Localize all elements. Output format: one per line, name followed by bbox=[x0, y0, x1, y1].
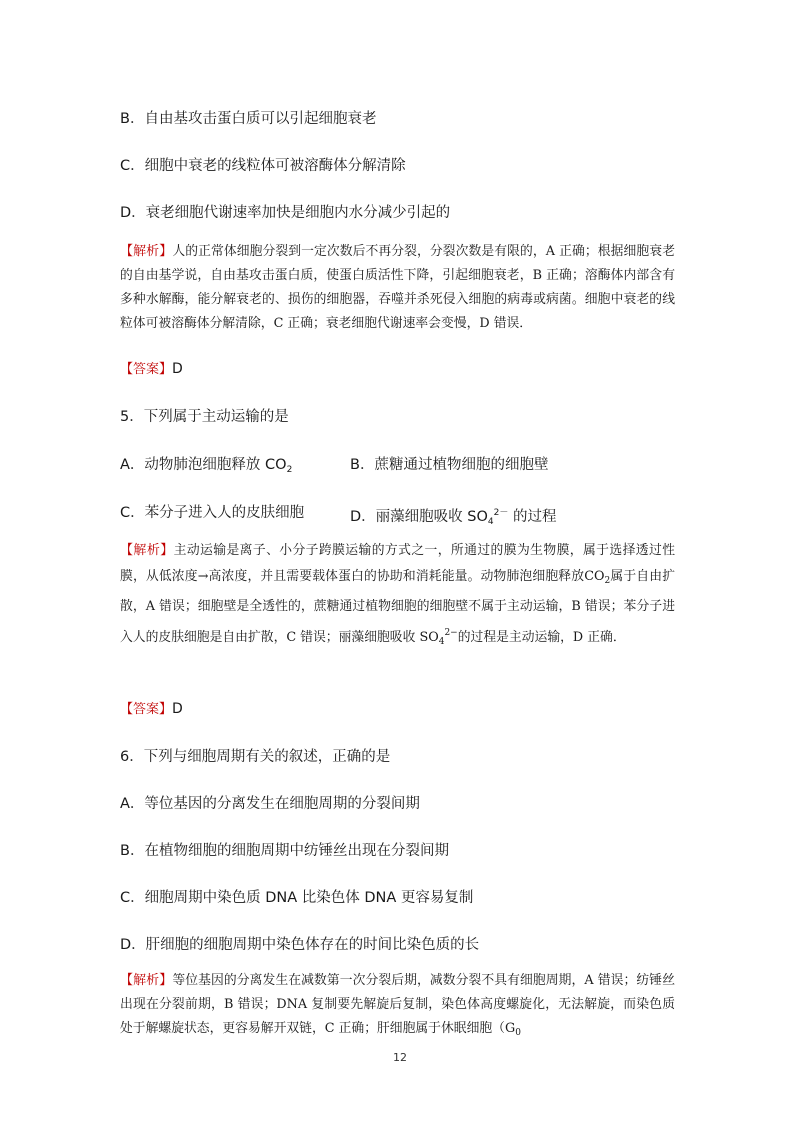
superscript: 2− bbox=[444, 628, 458, 638]
q4-analysis bbox=[120, 240, 675, 336]
q5-option-d bbox=[350, 503, 556, 532]
q6-option-c: C．细胞周期中染色质 DNA 比染色体 DNA 更容易复制 bbox=[120, 890, 474, 906]
analysis-tag: 【解析】 bbox=[120, 973, 173, 988]
page-number: 12 bbox=[393, 1051, 407, 1064]
q6-option-b: B．在植物细胞的细胞周期中纺锤丝出现在分裂间期 bbox=[120, 843, 449, 859]
q5-analysis-co2: CO bbox=[584, 569, 605, 584]
q5-option-d-suffix: 的过程 bbox=[512, 509, 557, 525]
subscript: 0 bbox=[515, 1028, 521, 1038]
answer-tag: 【答案】 bbox=[120, 702, 173, 717]
q4-option-b: B．自由基攻击蛋白质可以引起细胞衰老 bbox=[120, 111, 377, 127]
q5-option-d-text: D．丽藻细胞吸收 SO bbox=[350, 509, 488, 525]
q5-option-a-text: A．动物肺泡细胞释放 CO bbox=[120, 457, 287, 473]
q4-answer bbox=[120, 359, 183, 380]
q6-analysis bbox=[120, 969, 675, 1045]
subscript: 4 bbox=[438, 637, 445, 647]
q6-stem: 6．下列与细胞周期有关的叙述，正确的是 bbox=[120, 749, 391, 765]
q6-analysis-text: 等位基因的分离发生在减数第一次分裂后期，减数分裂不具有细胞周期，A 错误；纺锤丝出现在分裂前期，B 错误；DNA 复制要先解旋后复制，染色体高度螺旋化，无法解旋，而染色质处于解螺旋状态，更容易解开双链，C 正确；肝细胞属于休眠细胞（G bbox=[120, 973, 675, 1036]
q6-option-a: A．等位基因的分离发生在细胞周期的分裂间期 bbox=[120, 796, 420, 812]
superscript: 2－ bbox=[493, 508, 509, 518]
q4-option-d: D．衰老细胞代谢速率加快是细胞内水分减少引起的 bbox=[120, 205, 451, 221]
q5-option-c: C．苯分子进入人的皮肤细胞 bbox=[120, 505, 305, 521]
subscript: 4 bbox=[487, 517, 494, 527]
q5-analysis-text-3: 的过程是主动运输，D 正确． bbox=[457, 630, 626, 645]
q4-analysis-text: 人的正常体细胞分裂到一定次数后不再分裂，分裂次数是有限的，A 正确；根据细胞衰老的自由基学说，自由基攻击蛋白质，使蛋白质活性下降，引起细胞衰老，B 正确；溶酶体内部含有多种水解酶，能分解衰老的、损伤的细胞器，吞噬并杀死侵入细胞的病毒或病菌。细胞中衰老的线粒体可被溶酶体分解清除，C 正确；衰老细胞代谢速率会变慢，D 错误． bbox=[120, 244, 675, 331]
subscript: 2 bbox=[604, 576, 611, 586]
q5-answer-value: D bbox=[172, 701, 183, 717]
q4-answer-value: D bbox=[172, 361, 183, 377]
q5-analysis bbox=[120, 538, 675, 655]
analysis-tag: 【解析】 bbox=[120, 543, 174, 558]
q5-analysis-text-2: 属于自由扩散，A 错误；细胞壁是全透性的，蔗糖通过植物细胞的细胞壁不属于主动运输，B 错误；苯分子进入人的皮肤细胞是自由扩散，C 错误；丽藻细胞吸收 SO bbox=[120, 569, 675, 645]
q5-analysis-text-1: 主动运输是离子、小分子跨膜运输的方式之一，所通过的膜为生物膜，属于选择透过性膜，从低浓度→高浓度，并且需要载体蛋白的协助和消耗能量。动物肺泡细胞释放 bbox=[120, 543, 675, 584]
q5-stem: 5．下列属于主动运输的是 bbox=[120, 409, 289, 425]
q5-option-b: B．蔗糖通过植物细胞的细胞壁 bbox=[350, 457, 549, 473]
q5-answer bbox=[120, 699, 183, 720]
q5-option-a bbox=[120, 455, 292, 480]
answer-tag: 【答案】 bbox=[120, 362, 173, 377]
subscript: 2 bbox=[286, 465, 293, 475]
q6-option-d: D．肝细胞的细胞周期中染色体存在的时间比染色质的长 bbox=[120, 937, 480, 953]
q4-option-c: C．细胞中衰老的线粒体可被溶酶体分解清除 bbox=[120, 158, 406, 174]
analysis-tag: 【解析】 bbox=[120, 244, 173, 259]
